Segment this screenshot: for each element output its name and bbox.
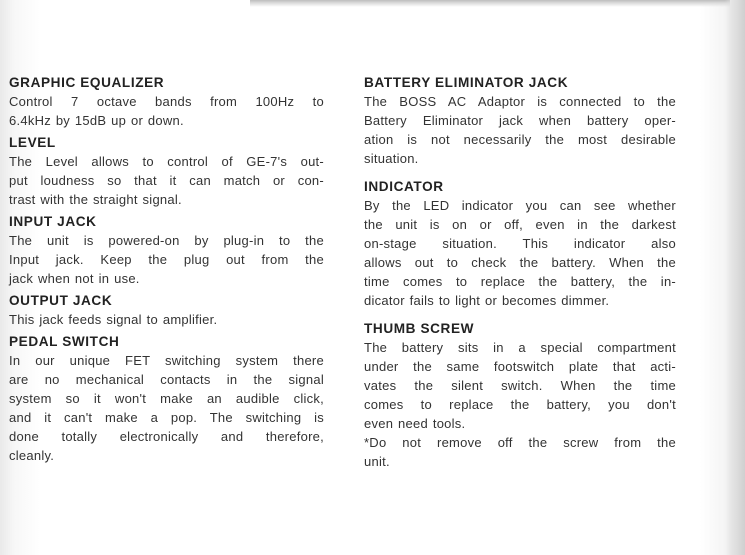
section-body bbox=[364, 92, 676, 168]
section-body bbox=[364, 196, 676, 310]
body-line: put loudness so that it can match or con- bbox=[9, 173, 324, 188]
body-line: The unit is powered-on by plug-in to the bbox=[9, 233, 324, 248]
section-body bbox=[9, 92, 324, 130]
body-line: Battery Eliminator jack when battery oper- bbox=[364, 113, 676, 128]
page-top-shadow bbox=[250, 0, 730, 7]
body-line: done totally electronically and therefore, bbox=[9, 429, 324, 444]
section-body bbox=[9, 351, 324, 465]
body-line: on-stage situation. This indicator also bbox=[364, 236, 676, 251]
section-output-jack bbox=[9, 292, 324, 329]
body-line: This jack feeds signal to amplifier. bbox=[9, 312, 218, 327]
section-input-jack bbox=[9, 213, 324, 288]
section-heading: LEVEL bbox=[9, 135, 56, 150]
body-line: cleanly. bbox=[9, 448, 55, 463]
section-body bbox=[9, 152, 324, 209]
body-line: unit. bbox=[364, 454, 390, 469]
body-line: The battery sits in a special compartment bbox=[364, 340, 676, 355]
body-line: allows out to check the battery. When the bbox=[364, 255, 676, 270]
body-line: Input jack. Keep the plug out from the bbox=[9, 252, 324, 267]
body-line: comes to replace the battery, you don't bbox=[364, 397, 676, 412]
body-line: and it can't make a pop. The switching is bbox=[9, 410, 324, 425]
right-column bbox=[364, 74, 676, 481]
body-line: situation. bbox=[364, 151, 419, 166]
body-line: trast with the straight signal. bbox=[9, 192, 182, 207]
body-line: ation is not necessarily the most desirable bbox=[364, 132, 676, 147]
section-heading: GRAPHIC EQUALIZER bbox=[9, 75, 165, 90]
section-body bbox=[364, 338, 676, 471]
body-line: By the LED indicator you can see whether bbox=[364, 198, 676, 213]
body-line: dicator fails to light or becomes dimmer. bbox=[364, 293, 610, 308]
section-heading: PEDAL SWITCH bbox=[9, 334, 120, 349]
section-body bbox=[9, 310, 324, 329]
body-line: *Do not remove off the screw from the bbox=[364, 435, 676, 450]
section-pedal-switch bbox=[9, 333, 324, 465]
section-heading: THUMB SCREW bbox=[364, 321, 475, 336]
section-heading: INDICATOR bbox=[364, 179, 444, 194]
body-line: vates the silent switch. When the time bbox=[364, 378, 676, 393]
body-line: under the same footswitch plate that acti- bbox=[364, 359, 676, 374]
body-line: even need tools. bbox=[364, 416, 466, 431]
body-line: are no mechanical contacts in the signal bbox=[9, 372, 324, 387]
section-heading: OUTPUT JACK bbox=[9, 293, 113, 308]
body-line: system so it won't make an audible click, bbox=[9, 391, 324, 406]
section-indicator bbox=[364, 178, 676, 310]
body-line: the unit is on or off, even in the darkest bbox=[364, 217, 676, 232]
section-battery-eliminator-jack bbox=[364, 74, 676, 168]
section-body bbox=[9, 231, 324, 288]
body-line: In our unique FET switching system there bbox=[9, 353, 324, 368]
body-line: 6.4kHz by 15dB up or down. bbox=[9, 113, 184, 128]
left-column bbox=[9, 74, 324, 469]
body-line: The Level allows to control of GE-7's out- bbox=[9, 154, 324, 169]
section-heading: BATTERY ELIMINATOR JACK bbox=[364, 75, 569, 90]
section-level bbox=[9, 134, 324, 209]
page-binding-shadow bbox=[725, 0, 745, 555]
section-thumb-screw bbox=[364, 320, 676, 471]
section-graphic-equalizer bbox=[9, 74, 324, 130]
body-line: jack when not in use. bbox=[9, 271, 140, 286]
section-heading: INPUT JACK bbox=[9, 214, 97, 229]
body-line: time comes to replace the battery, the in- bbox=[364, 274, 676, 289]
body-line: The BOSS AC Adaptor is connected to the bbox=[364, 94, 676, 109]
body-line: Control 7 octave bands from 100Hz to bbox=[9, 94, 324, 109]
